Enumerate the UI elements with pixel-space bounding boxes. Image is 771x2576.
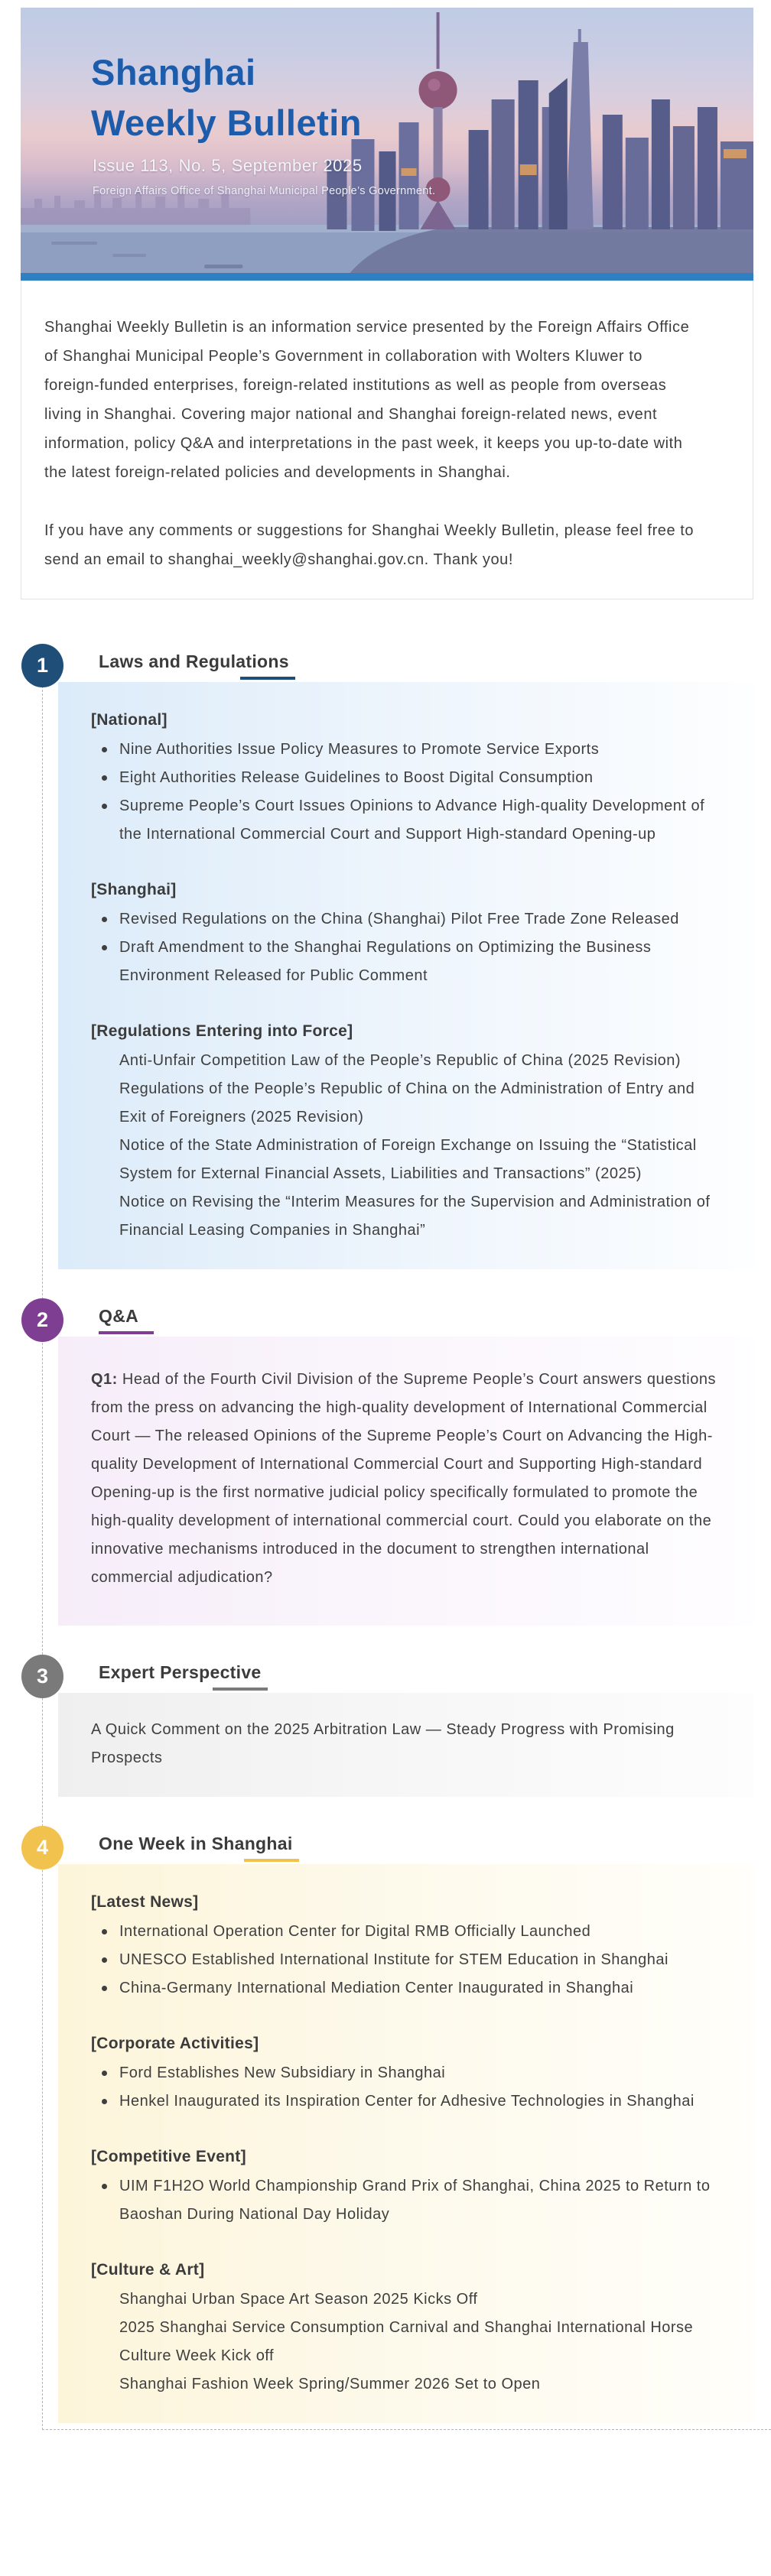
- section-1-body: [58, 682, 754, 1269]
- list-item: Notice of the State Administration of Foreign Exchange on Issuing the “Statistical System for External Financial Assets, Liabilities and Transactions” (2025): [119, 1137, 697, 1182]
- list-item: Regulations of the People’s Republic of China on the Administration of Entry and Exit of Foreigners (2025 Revision): [119, 1080, 695, 1126]
- section-1-header: [99, 644, 289, 680]
- section-expert-perspective: [36, 1655, 771, 1797]
- group-heading: [Competitive Event]: [91, 2148, 246, 2165]
- section-one-week-in-shanghai: [36, 1826, 771, 2423]
- publisher-line: Foreign Affairs Office of Shanghai Municipal People’s Government.: [93, 185, 436, 197]
- section-3-underline: [213, 1688, 268, 1691]
- list-item: UNESCO Established International Institute for STEM Education in Shanghai: [91, 1946, 718, 1974]
- section-3-title: Expert Perspective: [99, 1662, 262, 1682]
- qa-question: [91, 1359, 731, 1601]
- list-item: Ford Establishes New Subsidiary in Shanghai: [91, 2059, 718, 2087]
- group-latest-news: [91, 1887, 731, 2003]
- list-item: 2025 Shanghai Service Consumption Carnival and Shanghai International Horse Culture Week Kick off: [119, 2319, 694, 2364]
- list-item: Henkel Inaugurated its Inspiration Center for Adhesive Technologies in Shanghai: [91, 2087, 718, 2116]
- list-item: Nine Authorities Issue Policy Measures to Promote Service Exports: [91, 736, 718, 764]
- group-corporate-activities: [91, 2029, 731, 2116]
- list-item: Anti-Unfair Competition Law of the People’s Republic of China (2025 Revision): [119, 1052, 682, 1069]
- section-2-header: [99, 1298, 148, 1334]
- intro-card: [21, 281, 753, 599]
- section-4-body: [58, 1864, 754, 2423]
- section-2-badge: 2: [21, 1298, 63, 1342]
- section-4-underline: [244, 1859, 299, 1862]
- section-4-badge: 4: [21, 1826, 63, 1869]
- section-laws-and-regulations: [36, 644, 771, 1269]
- intro-paragraph-1: Shanghai Weekly Bulletin is an information service presented by the Foreign Affairs Office of Shanghai Municipal People’s Government in collaboration with Wolters Kluwer to foreign-funded enterprises, foreign-related institutions as well as people from overseas living in Shanghai. Covering major national and Shanghai foreign-related news, event information, policy Q&A and interpretations in the past week, it keeps you up-to-date with the latest foreign-related policies and developments in Shanghai.: [44, 319, 690, 481]
- group-heading: [Regulations Entering into Force]: [91, 1022, 353, 1040]
- group-heading: [Latest News]: [91, 1893, 199, 1911]
- issue-line: Issue 113, No. 5, September 2025: [93, 156, 363, 175]
- section-2-underline: [99, 1331, 154, 1334]
- expert-comment: A Quick Comment on the 2025 Arbitration Law — Steady Progress with Promising Prospects: [91, 1721, 675, 1766]
- section-4-title: One Week in Shanghai: [99, 1834, 293, 1853]
- section-3-header: [99, 1655, 262, 1691]
- section-qa: [36, 1298, 771, 1626]
- group-heading: [Corporate Activities]: [91, 2035, 259, 2052]
- section-3-body: [58, 1693, 754, 1797]
- list-item: International Operation Center for Digital RMB Officially Launched: [91, 1918, 718, 1946]
- group-regulations-entering-into-force: [91, 1016, 731, 1245]
- group-heading: [National]: [91, 711, 168, 729]
- list-item: Eight Authorities Release Guidelines to Boost Digital Consumption: [91, 764, 718, 792]
- list-item: Draft Amendment to the Shanghai Regulations on Optimizing the Business Environment Released for Public Comment: [91, 934, 718, 990]
- header-hero: [21, 8, 753, 273]
- section-1-badge: 1: [21, 644, 63, 687]
- section-3-badge: 3: [21, 1655, 63, 1698]
- header-accent-bar: [21, 273, 753, 281]
- list-item: UIM F1H2O World Championship Grand Prix of Shanghai, China 2025 to Return to Baoshan During National Day Holiday: [91, 2172, 718, 2229]
- section-1-title: Laws and Regulations: [99, 651, 289, 671]
- section-2-body: [58, 1337, 754, 1626]
- list-item: Shanghai Fashion Week Spring/Summer 2026 Set to Open: [119, 2376, 541, 2392]
- bulletin-title-line1: Shanghai: [91, 52, 256, 93]
- list-item: Supreme People’s Court Issues Opinions to Advance High-quality Development of the International Commercial Court and Support High-standard Opening-up: [91, 792, 718, 849]
- sections-timeline: [36, 644, 771, 2430]
- group-heading: [Culture & Art]: [91, 2261, 205, 2279]
- group-national: [91, 705, 731, 849]
- bulletin-title: [91, 47, 362, 148]
- section-4-header: [99, 1826, 293, 1862]
- qa-question-label: Q1:: [91, 1371, 118, 1388]
- list-item: Notice on Revising the “Interim Measures for the Supervision and Administration of Financial Leasing Companies in Shanghai”: [119, 1194, 711, 1239]
- group-culture-and-art: [91, 2255, 731, 2399]
- list-item: China-Germany International Mediation Center Inaugurated in Shanghai: [91, 1974, 718, 2003]
- header: [21, 8, 753, 281]
- list-item: Shanghai Urban Space Art Season 2025 Kicks Off: [119, 2291, 478, 2308]
- bulletin-title-line2: Weekly Bulletin: [91, 102, 363, 143]
- qa-question-text: Head of the Fourth Civil Division of the Supreme People’s Court answers questions from the press on advancing the high-quality development of International Commercial Court — The released Opinions of the Supreme People’s Court on Advancing the High-quality Development of International Commercial Court and Supporting High-standard Opening-up is the first normative judicial policy specifically formulated to promote the high-quality development of international commercial court. Could you elaborate on the innovative mechanisms introduced in the document to strengthen international commercial adjudication?: [91, 1371, 716, 1586]
- list-item: Revised Regulations on the China (Shanghai) Pilot Free Trade Zone Released: [91, 905, 718, 934]
- section-1-underline: [240, 677, 295, 680]
- intro-paragraph-2: If you have any comments or suggestions for Shanghai Weekly Bulletin, please feel free to send an email to shanghai_weekly@shanghai.gov.cn. Thank you!: [44, 522, 695, 568]
- group-heading: [Shanghai]: [91, 881, 177, 898]
- group-shanghai: [91, 875, 731, 990]
- group-competitive-event: [91, 2142, 731, 2229]
- section-2-title: Q&A: [99, 1306, 139, 1326]
